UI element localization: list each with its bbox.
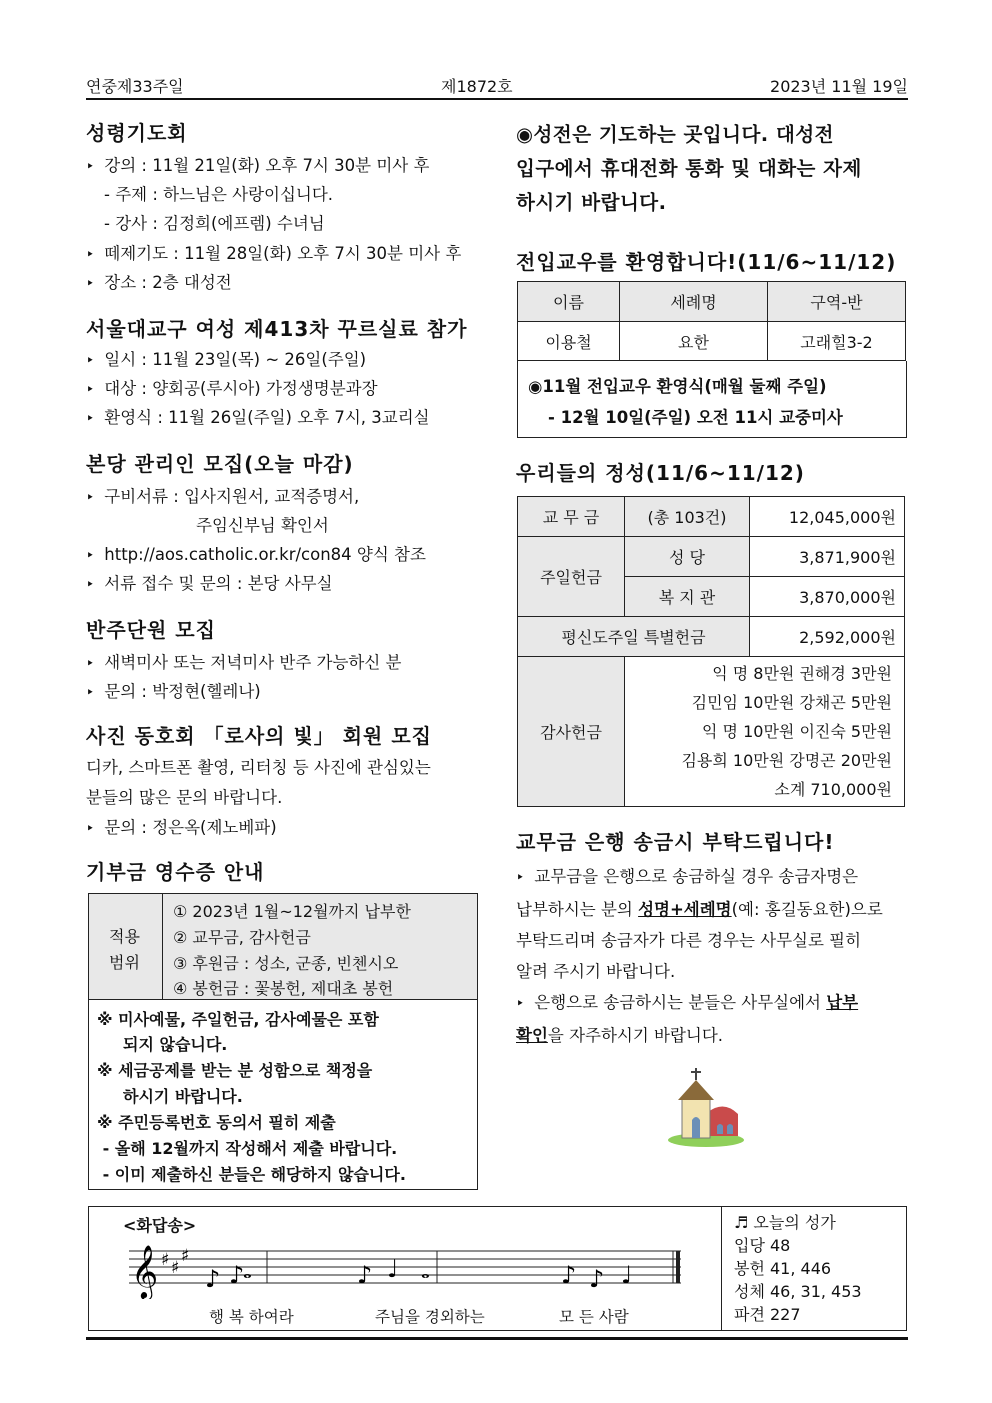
hymn-item: 입당 48 <box>734 1236 791 1255</box>
note-line: 하시기 바랍니다. <box>123 1087 243 1106</box>
emphasis: 확인 <box>516 1026 548 1045</box>
thanks-list <box>625 657 905 807</box>
psalm-staff <box>125 1237 685 1299</box>
table-cell: 요한 <box>620 322 768 361</box>
notice-line: 하시기 바랍니다. <box>516 191 667 214</box>
list-item: ‣ 구비서류 : 입사지원서, 교적증명서, <box>86 483 359 507</box>
welcome-note-box <box>517 361 907 438</box>
amount-cell: 2,592,000원 <box>750 617 905 657</box>
svg-text:♪: ♪ <box>589 1265 605 1293</box>
section-title: 기부금 영수증 안내 <box>86 860 265 884</box>
table-cell: 이용철 <box>518 322 620 361</box>
table-header: 세례명 <box>620 282 768 322</box>
note-line: ※ 미사예물, 주일헌금, 감사예물은 포함 <box>97 1010 379 1029</box>
donor-line: 익 명 8만원 권해경 3만원 <box>712 664 892 683</box>
page-header <box>86 72 908 96</box>
emphasis: 성명+세례명 <box>638 900 732 919</box>
amount-cell: 3,870,000원 <box>750 577 905 617</box>
donor-line: 익 명 10만원 이진숙 5만원 <box>702 722 892 741</box>
quiet-notice <box>516 118 862 220</box>
table-cell: 복 지 관 <box>625 577 750 617</box>
note-line: 되지 않습니다. <box>123 1035 228 1054</box>
list-item: ‣ 환영식 : 11월 26일(주일) 오후 7시, 3교리실 <box>86 404 430 428</box>
list-item: ‣ 강의 : 11월 21일(화) 오후 7시 30분 미사 후 <box>86 152 429 176</box>
list-item: ‣ 문의 : 박정현(헬레나) <box>86 678 261 702</box>
table-cell: (총 103건) <box>625 497 750 537</box>
svg-text:♩: ♩ <box>621 1261 633 1289</box>
donor-line: 김민임 10만원 강채곤 5만원 <box>691 693 892 712</box>
note-line: - 12월 10일(주일) 오전 11시 교중미사 <box>548 408 843 427</box>
text: 은행으로 송금하시는 분들은 사무실에서 <box>534 993 827 1012</box>
hymn-list <box>734 1211 862 1326</box>
note-line: ※ 주민등록번호 동의서 필히 제출 <box>97 1113 336 1132</box>
paragraph-line: 부탁드리며 송금자가 다른 경우는 사무실로 필히 <box>516 931 862 950</box>
section-title: 서울대교구 여성 제413차 꾸르실료 참가 <box>86 317 468 341</box>
newcomer-table <box>517 281 906 361</box>
header-rule <box>86 98 908 100</box>
issue-number: 제1872호 <box>441 77 513 96</box>
table-cell: 고래힐3-2 <box>768 322 906 361</box>
hymn-item: 파견 227 <box>734 1305 801 1324</box>
list-item: ‣ 떼제기도 : 11월 28일(화) 오후 7시 30분 미사 후 <box>86 240 461 264</box>
subtotal: 소계 710,000원 <box>774 780 892 799</box>
amount-cell: 3,871,900원 <box>750 537 905 577</box>
scope-items-cell <box>163 894 477 999</box>
section-title: 전입교우를 환영합니다!(11/6~11/12) <box>516 250 897 274</box>
hymns-title: ♬ 오늘의 성가 <box>734 1213 836 1232</box>
table-header: 구역-반 <box>768 282 906 322</box>
notice-line: ◉성전은 기도하는 곳입니다. 대성전 <box>516 123 835 146</box>
lyric: 주님을 경외하는 <box>375 1308 485 1326</box>
liturgical-day: 연중제33주일 <box>86 77 184 96</box>
scope-label: 적용 <box>109 927 140 946</box>
svg-text:𝄞: 𝄞 <box>131 1244 159 1298</box>
scope-item: ② 교무금, 감사헌금 <box>173 928 311 947</box>
table-cell: 교 무 금 <box>518 497 625 537</box>
lyric: 행 복 하여라 <box>209 1308 294 1326</box>
paragraph-line: ‣ 교무금을 은행으로 송금하실 경우 송금자명은 <box>516 861 908 894</box>
svg-text:♪: ♪ <box>357 1261 373 1289</box>
section-title: 교무금 은행 송금시 부탁드립니다! <box>516 830 835 854</box>
table-cell: 평신도주일 특별헌금 <box>518 617 750 657</box>
paragraph-line: 알려 주시기 바랍니다. <box>516 962 676 981</box>
section-title: 본당 관리인 모집(오늘 마감) <box>86 452 354 476</box>
text: 납부하시는 분의 <box>516 900 639 919</box>
note-line: - 이미 제출하신 분들은 해당하지 않습니다. <box>97 1165 406 1184</box>
scope-item: ③ 후원금 : 성소, 군종, 빈첸시오 <box>173 954 399 973</box>
paragraph-line: 분들의 많은 문의 바랍니다. <box>86 788 283 807</box>
svg-text:♯: ♯ <box>171 1258 180 1278</box>
svg-text:♪: ♪ <box>229 1261 245 1289</box>
list-item: - 강사 : 김정희(에프렘) 수녀님 <box>104 214 325 233</box>
offering-table <box>517 496 905 807</box>
text: (예: 홍길동요한)으로 <box>731 900 883 919</box>
footer-rule <box>86 1337 908 1340</box>
paragraph-line <box>516 894 908 925</box>
table-cell: 성 당 <box>625 537 750 577</box>
section-title: 반주단원 모집 <box>86 618 216 642</box>
donor-line: 김용희 10만원 강명곤 20만원 <box>681 751 892 770</box>
list-item: 주임신부님 확인서 <box>196 516 329 535</box>
scope-label: 범위 <box>109 953 140 972</box>
scope-item: ① 2023년 1월~12월까지 납부한 <box>173 902 411 921</box>
emphasis: 납부 <box>826 993 859 1012</box>
svg-text:𝅝: 𝅝 <box>421 1259 430 1284</box>
svg-text:𝅝: 𝅝 <box>243 1259 252 1284</box>
note-line: ◉11월 전입교우 환영식(매월 둘째 주일) <box>528 377 827 396</box>
paragraph-line <box>516 1020 908 1051</box>
note-line: - 올해 12월까지 작성해서 제출 바랍니다. <box>97 1139 398 1158</box>
lyric: 모 든 사람 <box>559 1308 629 1326</box>
amount-cell: 12,045,000원 <box>750 497 905 537</box>
section-title: 우리들의 정성(11/6~11/12) <box>516 461 805 485</box>
footer-box <box>88 1206 907 1331</box>
notice-line: 입구에서 휴대전화 통화 및 대화는 자제 <box>516 157 862 180</box>
church-illustration-icon <box>664 1064 750 1150</box>
list-item: ‣ 서류 접수 및 문의 : 본당 사무실 <box>86 570 333 594</box>
bank-paragraph <box>516 861 908 1051</box>
table-cell: 주일헌금 <box>518 537 625 617</box>
note-line: ※ 세금공제를 받는 분 성함으로 책정을 <box>97 1061 373 1080</box>
hymn-item: 봉헌 41, 446 <box>734 1259 832 1278</box>
paragraph-line <box>516 987 908 1020</box>
scope-label-cell <box>89 894 163 999</box>
svg-text:♯: ♯ <box>161 1250 170 1270</box>
issue-date: 2023년 11월 19일 <box>770 77 908 96</box>
list-item: ‣ 새벽미사 또는 저녁미사 반주 가능하신 분 <box>86 649 401 673</box>
list-item: ‣ 대상 : 양회공(루시아) 가정생명분과장 <box>86 375 378 399</box>
receipt-box <box>88 893 478 1190</box>
section-title: 사진 동호회 「로사의 빛」 회원 모집 <box>86 724 432 748</box>
list-item: ‣ 일시 : 11월 23일(목) ~ 26일(주일) <box>86 346 366 370</box>
list-item: ‣ 문의 : 정은옥(제노베파) <box>86 814 277 838</box>
scope-item: ④ 봉헌금 : 꽃봉헌, 제대초 봉헌 <box>173 979 394 998</box>
svg-text:♯: ♯ <box>181 1246 190 1266</box>
hymn-item: 성체 46, 31, 453 <box>734 1282 862 1301</box>
section-title: 성령기도회 <box>86 121 188 145</box>
paragraph-line: 디카, 스마트폰 촬영, 리터칭 등 사진에 관심있는 <box>86 758 431 777</box>
url-link[interactable]: ‣ http://aos.catholic.or.kr/con84 양식 참조 <box>86 541 426 565</box>
list-item: ‣ 장소 : 2층 대성전 <box>86 269 232 293</box>
table-cell: 감사헌금 <box>518 657 625 807</box>
svg-text:♩: ♩ <box>387 1255 399 1283</box>
text: 을 자주하시기 바랍니다. <box>547 1026 724 1045</box>
table-header: 이름 <box>518 282 620 322</box>
svg-text:♪: ♪ <box>561 1261 577 1289</box>
psalm-label: <화답송> <box>123 1216 197 1235</box>
svg-text:♪: ♪ <box>205 1265 221 1293</box>
list-item: - 주제 : 하느님은 사랑이십니다. <box>104 185 334 204</box>
